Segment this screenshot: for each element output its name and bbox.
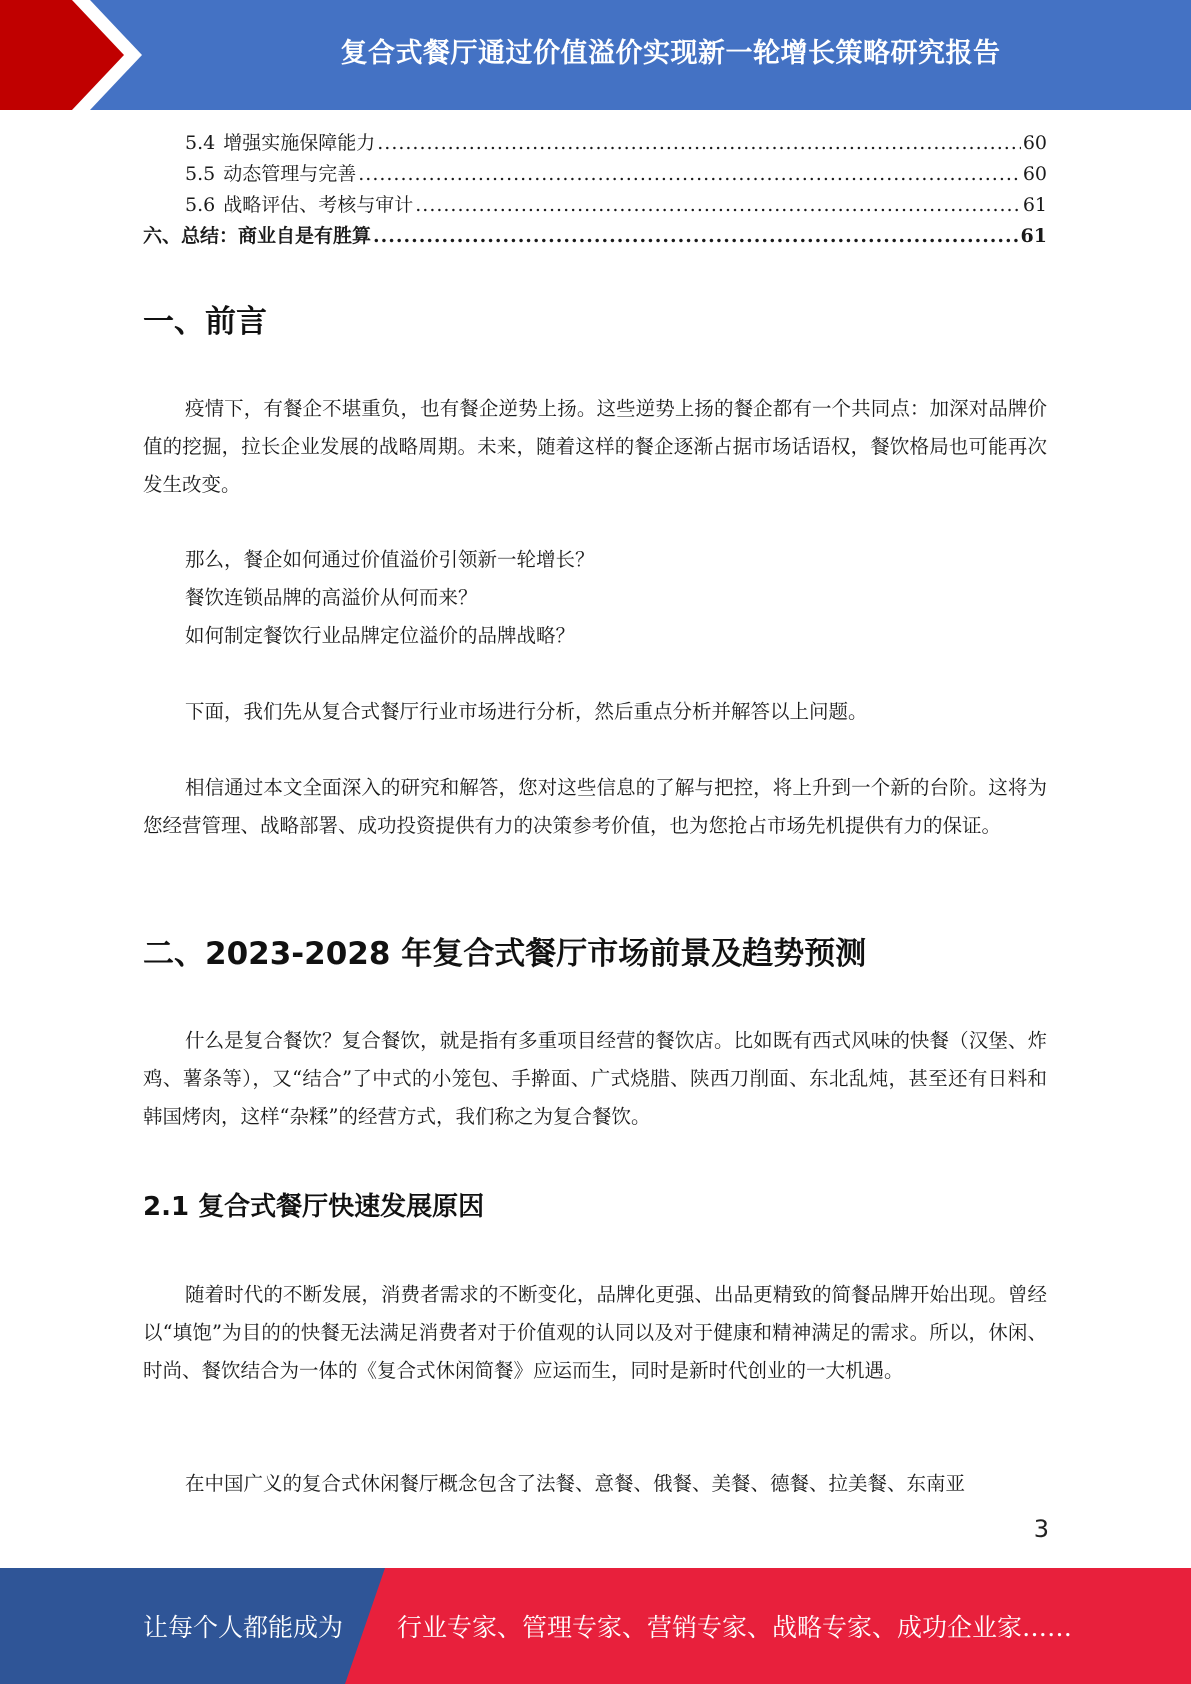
body-paragraph: 相信通过本文全面深入的研究和解答，您对这些信息的了解与把控，将上升到一个新的台阶。这将为您经营管理、战略部署、成功投资提供有力的决策参考价值，也为您抢占市场先机提供有力的保证。 — [143, 776, 1047, 837]
page-footer — [0, 1568, 1191, 1684]
body-paragraph: 什么是复合餐饮？复合餐饮，就是指有多重项目经营的餐饮店。比如既有西式风味的快餐（汉堡、炸鸡、薯条等），又“结合”了中式的小笼包、手擀面、广式烧腊、陕西刀削面、东北乱炖，甚至还有日料和韩国烤肉，这样“杂糅”的经营方式，我们称之为复合餐饮。 — [143, 1029, 1047, 1128]
toc-entry-title: 动态管理与完善 — [223, 163, 357, 185]
toc-dot-leader — [373, 221, 1019, 252]
toc-dot-leader — [415, 190, 1021, 221]
toc-entry[interactable] — [143, 221, 1047, 252]
toc-entry-page: 60 — [1022, 132, 1047, 154]
toc-dot-leader — [377, 128, 1021, 159]
subsection-heading: 2.1 复合式餐厅快速发展原因 — [143, 1192, 485, 1222]
question-line: 如何制定餐饮行业品牌定位溢价的品牌战略？ — [185, 624, 576, 647]
toc-entry-number: 5.4 — [185, 132, 216, 154]
body-paragraph: 下面，我们先从复合式餐厅行业市场进行分析，然后重点分析并解答以上问题。 — [185, 700, 868, 723]
toc-dot-leader — [358, 159, 1021, 190]
toc-entry-page: 61 — [1020, 225, 1047, 247]
question-line: 那么，餐企如何通过价值溢价引领新一轮增长？ — [185, 548, 595, 571]
toc-entry-title: 增强实施保障能力 — [223, 132, 376, 154]
body-paragraph: 随着时代的不断发展，消费者需求的不断变化，品牌化更强、出品更精致的简餐品牌开始出现。曾经以“填饱”为目的的快餐无法满足消费者对于价值观的认同以及对于健康和精神满足的需求。所以，休闲、时尚、餐饮结合为一体的《复合式休闲简餐》应运而生，同时是新时代创业的一大机遇。 — [143, 1283, 1047, 1382]
question-line: 餐饮连锁品牌的高溢价从何而来？ — [185, 586, 478, 609]
table-of-contents — [143, 128, 1047, 252]
toc-entry-page: 60 — [1022, 163, 1047, 185]
toc-entry[interactable] — [143, 128, 1047, 159]
toc-entry[interactable] — [143, 190, 1047, 221]
section-heading: 二、2023-2028 年复合式餐厅市场前景及趋势预测 — [143, 936, 867, 972]
body-paragraph: 疫情下，有餐企不堪重负，也有餐企逆势上扬。这些逆势上扬的餐企都有一个共同点：加深对品牌价值的挖掘，拉长企业发展的战略周期。未来，随着这样的餐企逐渐占据市场话语权，餐饮格局也可能再次发生改变。 — [143, 397, 1047, 496]
footer-slogan-right: 行业专家、管理专家、营销专家、战略专家、成功企业家…… — [397, 1613, 1073, 1642]
body-paragraph: 在中国广义的复合式休闲餐厅概念包含了法餐、意餐、俄餐、美餐、德餐、拉美餐、东南亚 — [185, 1472, 966, 1495]
toc-entry-title: 六、总结：商业自是有胜算 — [143, 225, 372, 247]
toc-entry-number: 5.6 — [185, 194, 216, 216]
page-number: 3 — [1033, 1515, 1049, 1543]
page-header — [0, 0, 1191, 110]
toc-entry-page: 61 — [1022, 194, 1047, 216]
toc-entry-number: 5.5 — [185, 163, 216, 185]
section-heading: 一、前言 — [143, 304, 267, 340]
footer-slogan-left: 让每个人都能成为 — [143, 1613, 344, 1642]
header-arrow-decoration — [0, 0, 150, 110]
toc-entry-title: 战略评估、考核与审计 — [223, 194, 414, 216]
toc-entry[interactable] — [143, 159, 1047, 190]
report-title: 复合式餐厅通过价值溢价实现新一轮增长策略研究报告 — [340, 37, 1001, 69]
